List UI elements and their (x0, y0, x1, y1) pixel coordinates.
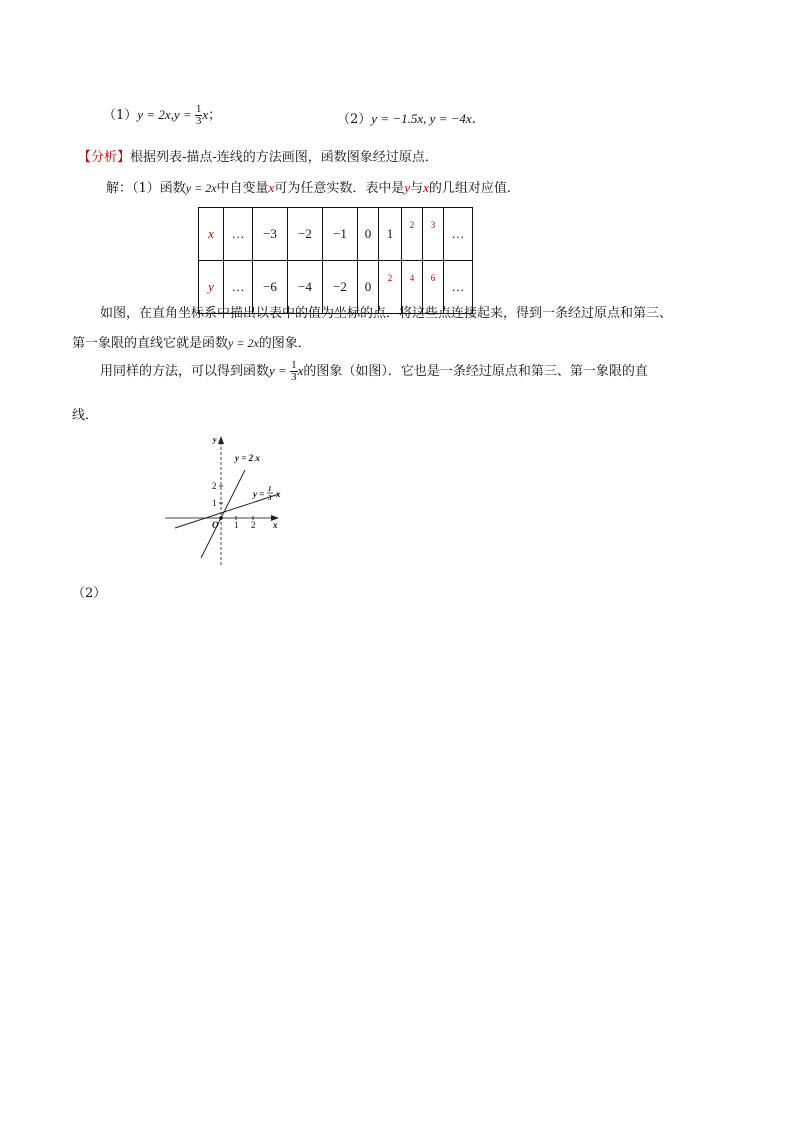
label-y-third-den: 3 (268, 494, 272, 502)
para2-fraction (290, 360, 298, 383)
table-cell: 1 (379, 208, 402, 261)
para1-line2-a: 第一象限的直线它就是函数 (72, 336, 229, 351)
para1-line1: 如图，在直角坐标系中描出以表中的值为坐标的点．将这些点连接起来，得到一条经过原点和第三、 (100, 306, 673, 321)
table-row-x (199, 208, 473, 261)
table-cell: −1 (323, 208, 358, 261)
label-y-third-num: 1 (268, 485, 272, 493)
table-cell: −3 (253, 208, 288, 261)
table-cell: 3 (423, 208, 444, 261)
axis-label-y: y (213, 435, 217, 444)
table-cell: … (224, 261, 253, 314)
solution-var-y: y (404, 180, 411, 195)
analysis-line (78, 146, 438, 165)
solution-var-x2: x (423, 180, 429, 195)
label-y-third-x: x (276, 489, 281, 499)
solution-func: y = 2x (185, 181, 217, 195)
table-cell: … (224, 208, 253, 261)
solution-line (106, 177, 520, 196)
table-cell: 2 (402, 208, 423, 261)
table-cell: −4 (288, 261, 323, 314)
para2-eq: y = (269, 363, 291, 378)
table-cell: −2 (323, 261, 358, 314)
tick-label-x1: 1 (234, 520, 239, 530)
axis-label-x: x (273, 520, 278, 530)
table-cell: 0 (358, 208, 379, 261)
part1-frac-den: 3 (195, 115, 202, 127)
value-table (198, 207, 473, 314)
para2-frac-num: 1 (291, 359, 297, 371)
analysis-tag: 【分析】 (78, 150, 131, 165)
para1-func: y = 2x (228, 336, 259, 350)
label-y-2x: y = 2 x (235, 453, 260, 463)
problem-part2 (337, 108, 476, 127)
part1-label: （1） (103, 108, 138, 123)
part1-equation-b: x (202, 107, 209, 122)
part1-frac-num: 1 (195, 103, 202, 115)
table-header-x: x (199, 208, 224, 261)
line-y-2x (201, 470, 245, 558)
solution-mid4: 的几组对应值． (428, 181, 520, 196)
tick-label-y1: 1 (212, 498, 217, 508)
para2-line1-b: 的图象（如图）．它也是一条经过原点和第三、第一象限的直 (303, 364, 648, 379)
table-cell: 2 (379, 261, 402, 314)
para2-line1-a: 用同样的方法，可以得到函数 (100, 364, 270, 379)
table-cell: 6 (423, 261, 444, 314)
origin-label: O (212, 520, 219, 530)
label-y-third-prefix: y = (253, 489, 265, 499)
para2-line1 (100, 360, 648, 392)
table-cell: 0 (358, 261, 379, 314)
part2-label: （2） (337, 112, 372, 127)
part2-equation: y = −1.5x, y = −4x (371, 111, 472, 126)
para1-line2 (72, 332, 311, 351)
part1-separator: ； (208, 108, 222, 123)
part2-end: . (471, 112, 476, 127)
solution-lead: 解：（1）函数 (106, 181, 186, 196)
tick-label-y2: 2 (212, 481, 217, 491)
table-cell: … (444, 261, 473, 314)
problem-line (103, 104, 221, 134)
part1-equation-a: y = 2x,y = (137, 107, 195, 122)
part2-heading: （2） (72, 586, 107, 601)
function-graph (155, 430, 305, 570)
table-header-y: y (199, 261, 224, 314)
origin-point (219, 516, 223, 520)
table-cell: 4 (402, 261, 423, 314)
solution-mid2: 可为任意实数．表中是 (274, 181, 405, 196)
para2-line2: 线． (72, 408, 99, 423)
table-cell: −2 (288, 208, 323, 261)
para1-line2-b: 的图象． (258, 336, 311, 351)
analysis-text: 根据列表-描点-连线的方法画图，函数图象经过原点． (130, 150, 438, 165)
solution-mid1: 中自变量 (216, 181, 269, 196)
table-cell: −6 (253, 261, 288, 314)
solution-mid3: 与 (410, 181, 424, 196)
line-y-third-x (175, 494, 279, 528)
para2-x: x (297, 363, 304, 378)
table-cell: … (444, 208, 473, 261)
para2-frac-den: 3 (291, 371, 297, 383)
tick-label-x2: 2 (251, 520, 256, 530)
solution-var-x: x (268, 180, 275, 195)
y-axis-arrow (218, 436, 224, 444)
